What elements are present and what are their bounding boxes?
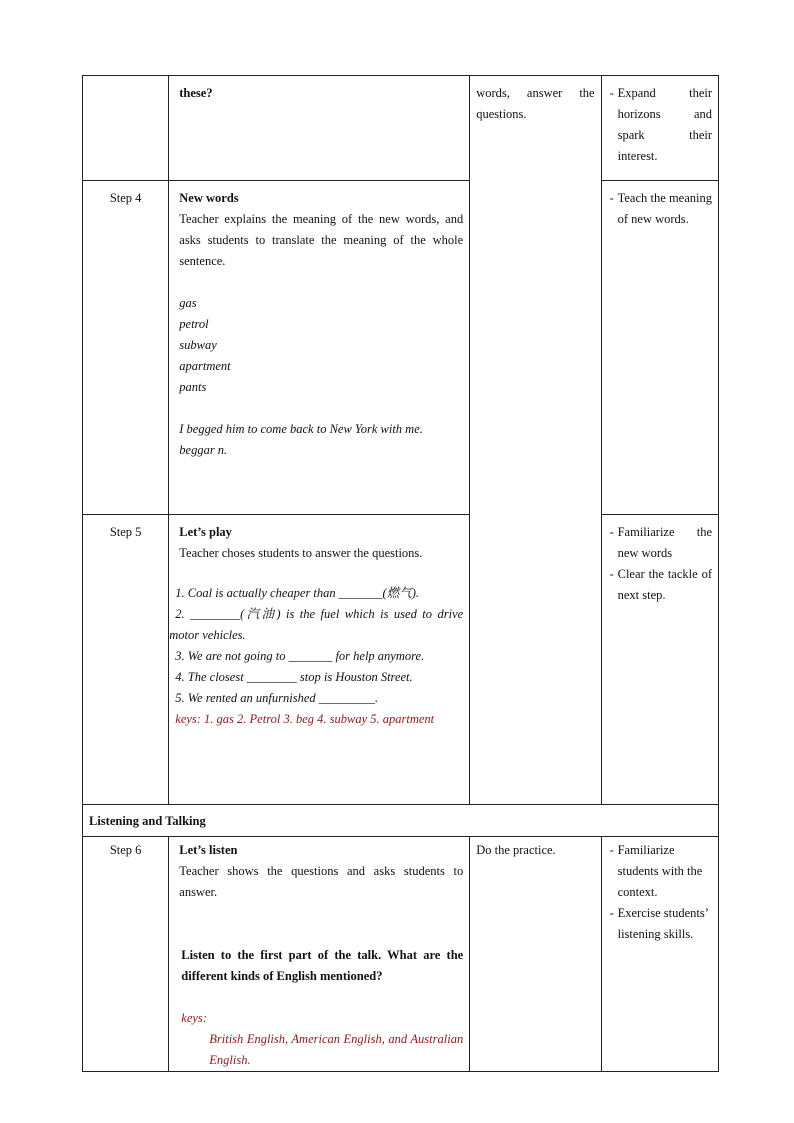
section-title: Let’s listen (179, 843, 238, 857)
vocab-word: pants (179, 380, 207, 394)
extra-word: beggar n. (179, 443, 228, 457)
table-row (83, 76, 719, 181)
exercise-question: 4. The closest ________ stop is Houston Street. (175, 670, 413, 684)
exercise-question: 3. We are not going to _______ for help anymore. (175, 649, 425, 663)
example-sentence: I begged him to come back to New York with me. (179, 422, 423, 436)
exercise-question: 5. We rented an unfurnished _________. (175, 691, 379, 705)
step-cell (83, 515, 169, 805)
keys-answer: British English, American English, and Australian English. (209, 1032, 464, 1067)
vocab-word: subway (179, 338, 217, 352)
table-row (83, 805, 719, 837)
step-cell (83, 837, 169, 1072)
step-description: Teacher choses students to answer the questions. (179, 546, 423, 560)
exercise-question: 1. Coal is actually cheaper than _______(燃气). (175, 586, 419, 600)
listening-question: Listen to the first part of the talk. What are the different kinds of English mentioned? (181, 948, 464, 983)
vocab-word: apartment (179, 359, 231, 373)
objective-item: - Familiarize the new words (609, 525, 712, 560)
step-cell (83, 181, 169, 515)
table-row (83, 837, 719, 1072)
activity-text: words, answer the questions. (476, 86, 595, 121)
step-label: Step 6 (109, 843, 142, 857)
objective-cell (601, 181, 718, 515)
content-cell (169, 76, 470, 181)
objective-item: - Clear the tackle of next step. (609, 567, 712, 602)
answer-keys: keys: 1. gas 2. Petrol 3. beg 4. subway 5. apartment (175, 712, 435, 726)
activity-text: Do the practice. (476, 843, 556, 857)
step-description: Teacher shows the questions and asks students to answer. (179, 864, 464, 899)
lesson-plan-table (82, 75, 719, 1072)
table-row (83, 181, 719, 515)
vocab-word: gas (179, 296, 197, 310)
objective-item: - Teach the meaning of new words. (609, 191, 712, 226)
objective-cell (601, 515, 718, 805)
content-cell (169, 515, 470, 805)
vocab-word: petrol (179, 317, 209, 331)
section-heading: Listening and Talking (89, 814, 206, 828)
keys-label: keys: (181, 1011, 207, 1025)
objective-item: - Expand their horizons and spark their interest. (609, 86, 712, 163)
objective-item: - Familiarize students with the context. (609, 843, 703, 899)
activity-cell (470, 76, 601, 805)
exercise-question: 2. ________(汽油) is the fuel which is used to drive motor vehicles. (169, 607, 464, 642)
content-cell (169, 181, 470, 515)
table-row (83, 515, 719, 805)
step-label: Step 5 (109, 525, 142, 539)
section-title: Let’s play (179, 525, 232, 539)
section-header-cell (83, 805, 719, 837)
continued-question: these? (179, 86, 213, 100)
step-label: Step 4 (109, 191, 142, 205)
objective-item: - Exercise students’ listening skills. (609, 906, 708, 941)
objective-cell (601, 76, 718, 181)
content-cell (169, 837, 470, 1072)
section-title: New words (179, 191, 239, 205)
step-description: Teacher explains the meaning of the new words, and asks students to translate the meaning of the whole sentence. (179, 212, 464, 268)
activity-cell (470, 837, 601, 1072)
objective-cell (601, 837, 718, 1072)
